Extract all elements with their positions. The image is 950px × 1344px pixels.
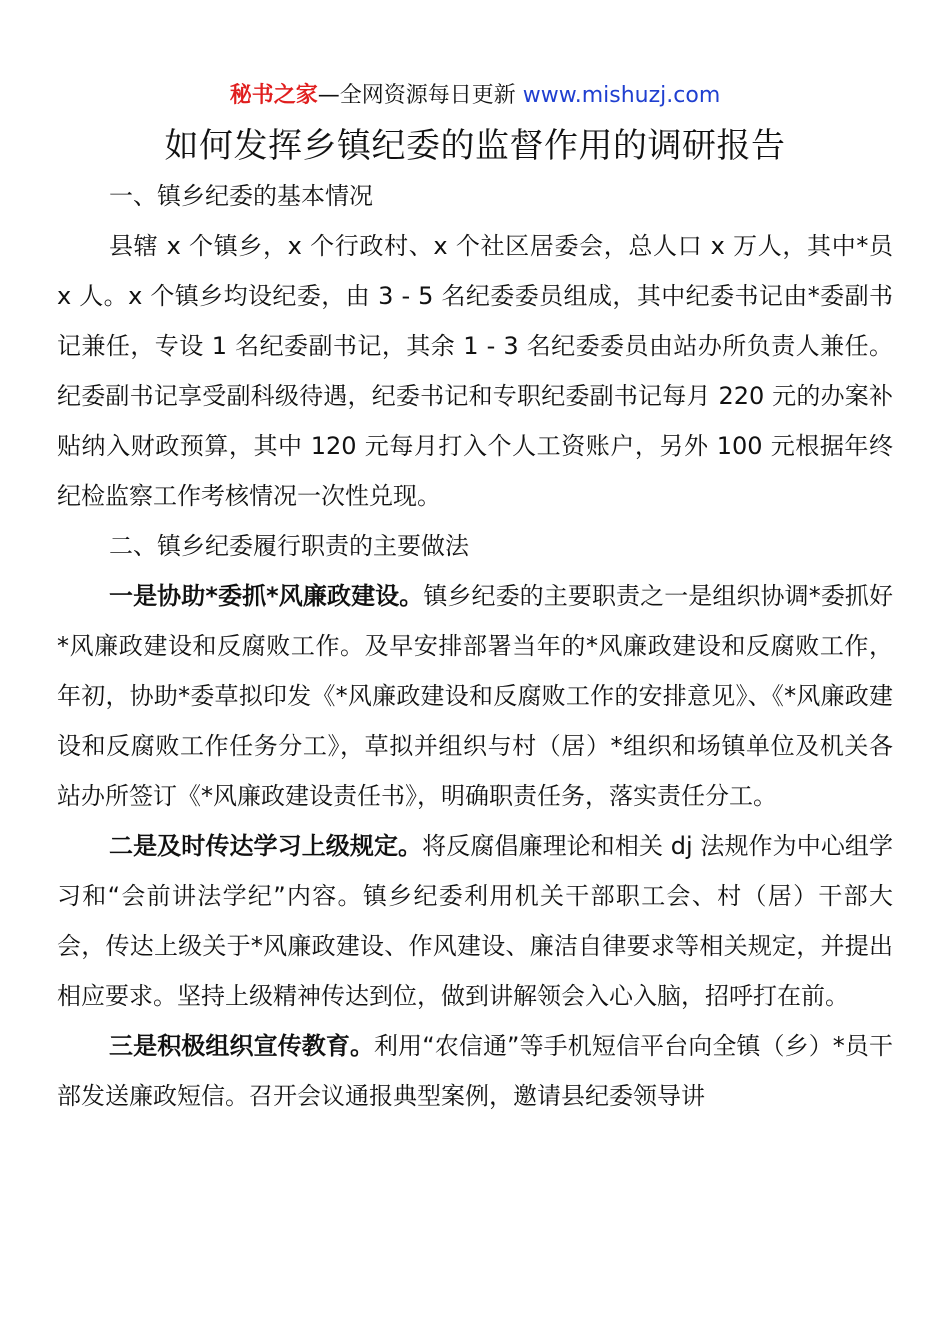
site-header — [0, 80, 950, 112]
header-tagline: —全网资源每日更新 — [317, 83, 523, 108]
paragraph-body: 利用“农信通”等手机短信平台向全镇（乡）*员干部发送廉政短信。召开会议通报典型案例，邀请县纪委领导讲 — [57, 1032, 893, 1110]
paragraph-lead: 一是协助*委抓*风廉政建设。 — [109, 582, 424, 610]
paragraph-lead: 三是积极组织宣传教育。 — [109, 1032, 375, 1060]
paragraph-practice-2 — [57, 821, 893, 1021]
paragraph-body: 将反腐倡廉理论和相关 dj 法规作为中心组学习和“会前讲法学纪”内容。镇乡纪委利用机关干部职工会、村（居）干部大会，传达上级关于*风廉政建设、作风建设、廉洁自律要求等相关规定，并提出相应要求。坚持上级精神传达到位，做到讲解领会入心入脑，招呼打在前。 — [57, 832, 893, 1010]
section-heading-main-practices: 二、镇乡纪委履行职责的主要做法 — [109, 532, 469, 560]
paragraph-lead: 二是及时传达学习上级规定。 — [109, 832, 423, 860]
document-body — [57, 171, 893, 1121]
site-url[interactable]: www.mishuzj.com — [522, 83, 721, 108]
paragraph-practice-1 — [57, 571, 893, 821]
brand-name: 秘书之家 — [229, 83, 318, 108]
paragraph-basic-situation: 县辖 x 个镇乡，x 个行政村、x 个社区居委会，总人口 x 万人，其中*员 x 人。x 个镇乡均设纪委，由 3 - 5 名纪委委员组成，其中纪委书记由*委副书记兼任，专设 1 名纪委副书记，其余 1 - 3 名纪委委员由站办所负责人兼任。纪委副书记享受副科级待遇，纪委书记和专职纪委副书记每月 220 元的办案补贴纳入财政预算，其中 120 元每月打入个人工资账户，另外 100 元根据年终纪检监察工作考核情况一次性兑现。 — [57, 232, 893, 510]
document-title: 如何发挥乡镇纪委的监督作用的调研报告 — [164, 126, 786, 166]
paragraph-practice-3 — [57, 1021, 893, 1121]
paragraph-body: 镇乡纪委的主要职责之一是组织协调*委抓好*风廉政建设和反腐败工作。及早安排部署当年的*风廉政建设和反腐败工作，年初，协助*委草拟印发《*风廉政建设和反腐败工作的安排意见》、《*风廉政建设和反腐败工作任务分工》，草拟并组织与村（居）*组织和场镇单位及机关各站办所签订《*风廉政建设责任书》，明确职责任务，落实责任分工。 — [57, 582, 893, 810]
section-heading-basic-situation: 一、镇乡纪委的基本情况 — [109, 182, 373, 210]
